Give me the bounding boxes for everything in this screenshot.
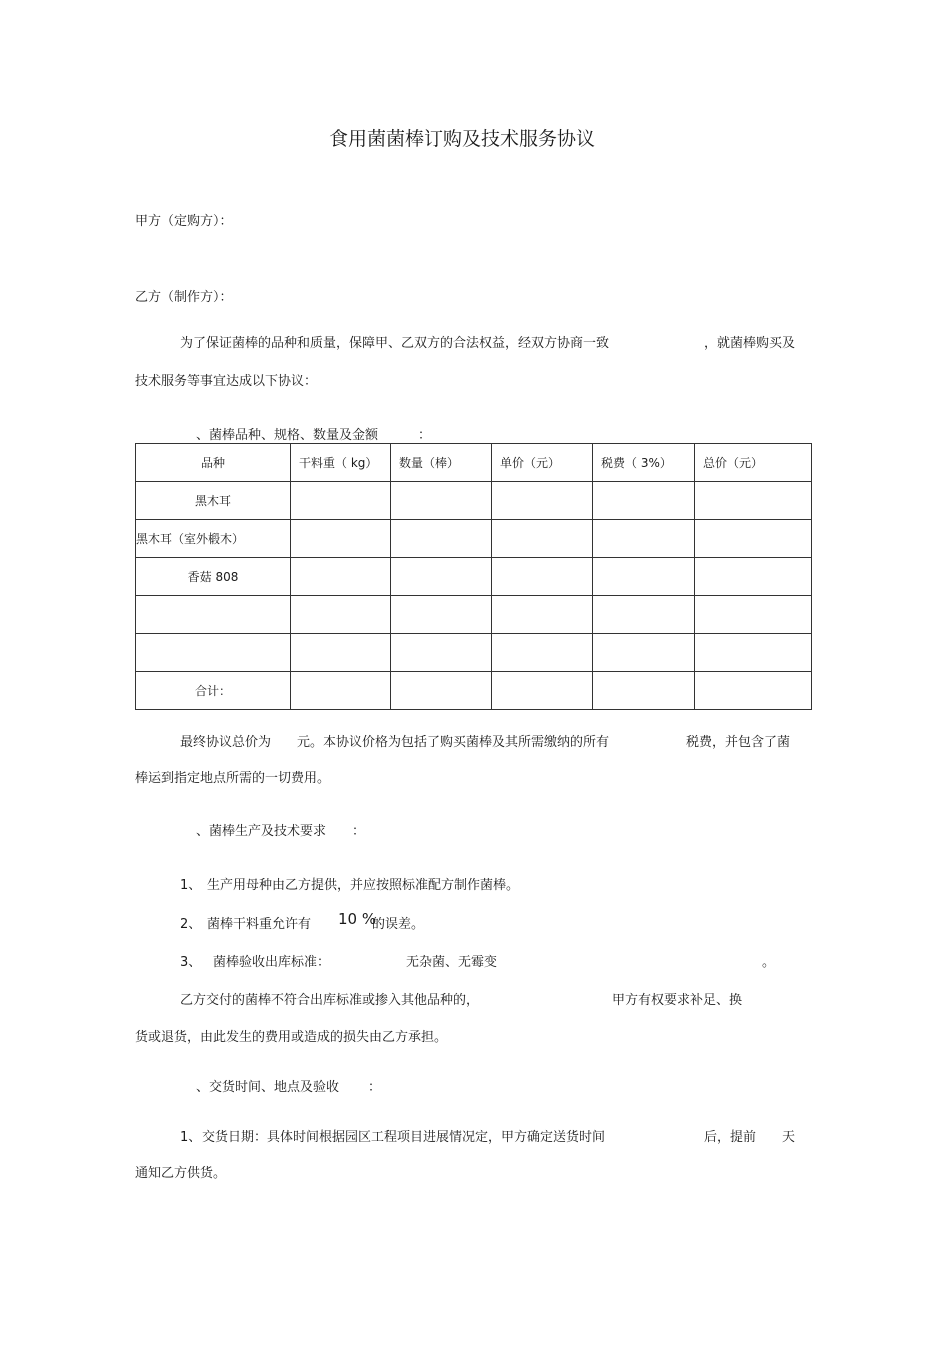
requirement-3-text: 菌棒验收出库标准： [213, 955, 331, 970]
delivery-item-1-number: 1、 [180, 1130, 202, 1145]
delivery-item-1-line2: 通知乙方供货。 [135, 1166, 227, 1181]
requirement-2-number: 2、 [180, 917, 202, 932]
note-line1-a: 乙方交付的菌棒不符合出库标准或掺入其他品种的， [180, 993, 480, 1008]
table-row [136, 596, 812, 634]
table-cell [695, 482, 812, 520]
intro-line1-a: 为了保证菌棒的品种和质量，保障甲、乙双方的合法权益，经双方协商一致 [180, 336, 610, 351]
table-row [136, 634, 812, 672]
table-cell [492, 634, 593, 672]
table-total-row [136, 672, 812, 710]
table-cell [391, 596, 492, 634]
header-unit-price: 单价（元） [492, 444, 593, 482]
table-cell [593, 596, 695, 634]
section1-heading: 、菌棒品种、规格、数量及金额 [196, 428, 379, 443]
section2-heading: 、菌棒生产及技术要求 [196, 824, 327, 839]
table-cell [492, 482, 593, 520]
party-a-label: 甲方（定购方）： [135, 214, 233, 229]
header-total-price: 总价（元） [695, 444, 812, 482]
table-cell [492, 558, 593, 596]
row-variety-cell [136, 634, 291, 672]
note-line2: 货或退货，由此发生的费用或造成的损失由乙方承担。 [135, 1030, 448, 1045]
table-cell [291, 558, 391, 596]
intro-line2: 技术服务等事宜达成以下协议： [135, 374, 318, 389]
delivery-item-1-text-c: 天 [782, 1130, 796, 1145]
header-variety: 品种 [136, 444, 291, 482]
table-cell [695, 558, 812, 596]
requirement-2-value: 10 % [338, 910, 377, 928]
header-tax: 税费（ 3%） [593, 444, 695, 482]
table-row [136, 520, 812, 558]
table-cell [492, 520, 593, 558]
row-variety-cell [136, 596, 291, 634]
table-cell [291, 482, 391, 520]
price-line1-a: 最终协议总价为 [180, 735, 272, 750]
price-line1-c: 税费，并包含了菌 [686, 735, 791, 750]
table-cell [291, 596, 391, 634]
intro-line1-b: ，就菌棒购买及 [704, 336, 796, 351]
section3-colon: ： [368, 1080, 382, 1095]
table-cell [593, 672, 695, 710]
requirement-1-text: 生产用母种由乙方提供，并应按照标准配方制作菌棒。 [207, 878, 520, 893]
requirement-3-value: 无杂菌、无霉变 [406, 955, 498, 970]
total-label-cell: 合计： [136, 672, 291, 710]
table-cell [391, 634, 492, 672]
table-cell [695, 520, 812, 558]
table-cell [391, 672, 492, 710]
row-variety-cell: 黑木耳（室外椴木） [136, 520, 291, 558]
section3-heading: 、交货时间、地点及验收 [196, 1080, 340, 1095]
table-cell [291, 672, 391, 710]
row-variety-cell: 香菇 808 [136, 558, 291, 596]
header-quantity: 数量（棒） [391, 444, 492, 482]
section1-colon: ： [418, 428, 432, 443]
requirement-2-text-b: 的误差。 [372, 917, 425, 932]
requirement-3-number: 3、 [180, 955, 202, 970]
price-line1-b: 元。本协议价格为包括了购买菌棒及其所需缴纳的所有 [297, 735, 610, 750]
table-cell [391, 558, 492, 596]
table-cell [492, 672, 593, 710]
delivery-item-1-text-a: 交货日期：具体时间根据园区工程项目进展情况定，甲方确定送货时间 [202, 1130, 606, 1145]
row-variety-cell: 黑木耳 [136, 482, 291, 520]
table-header-row [136, 444, 812, 482]
note-line1-b: 甲方有权要求补足、换 [612, 993, 743, 1008]
order-table [135, 443, 812, 710]
table-cell [391, 520, 492, 558]
party-b-label: 乙方（制作方）： [135, 290, 233, 305]
table-cell [593, 558, 695, 596]
table-cell [695, 634, 812, 672]
requirement-3-end: 。 [762, 955, 776, 970]
table-row [136, 558, 812, 596]
price-line2: 棒运到指定地点所需的一切费用。 [135, 771, 331, 786]
table-cell [291, 634, 391, 672]
requirement-2-text-a: 菌棒干料重允许有 [207, 917, 312, 932]
requirement-1-number: 1、 [180, 878, 202, 893]
table-row [136, 482, 812, 520]
table-cell [593, 520, 695, 558]
table-cell [695, 672, 812, 710]
table-cell [492, 596, 593, 634]
table-cell [291, 520, 391, 558]
header-dry-weight: 干料重（ kg） [291, 444, 391, 482]
document-title: 食用菌菌棒订购及技术服务协议 [328, 128, 595, 150]
section2-colon: ： [352, 824, 366, 839]
table-cell [593, 634, 695, 672]
table-cell [391, 482, 492, 520]
table-cell [695, 596, 812, 634]
table-cell [593, 482, 695, 520]
delivery-item-1-text-b: 后，提前 [704, 1130, 757, 1145]
